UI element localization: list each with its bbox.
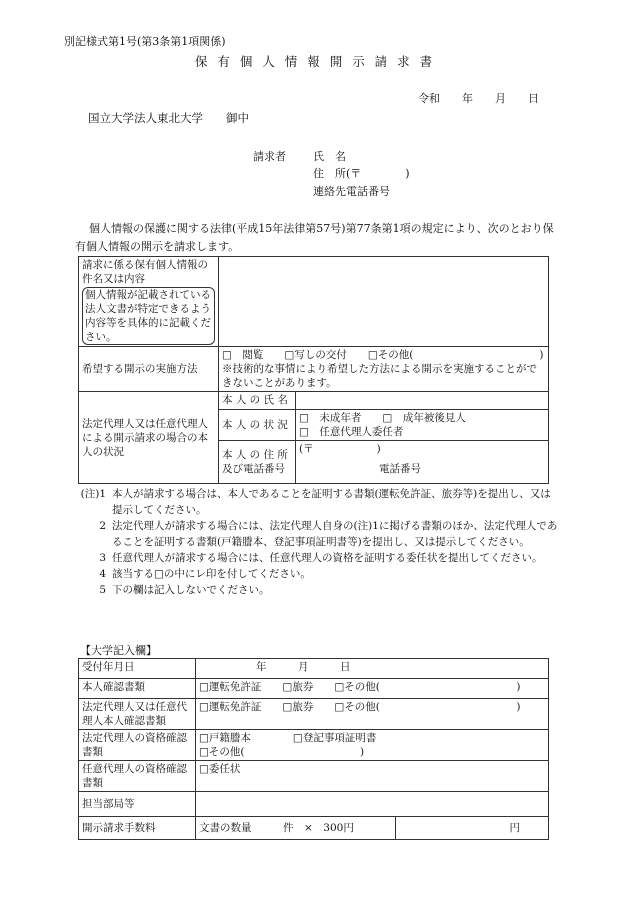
agent-identity-label: 法定代理人又は任意代理人本人確認書類 <box>79 699 196 730</box>
phone-label[interactable]: 電話番号 <box>379 463 421 475</box>
requester-phone-field[interactable]: 連絡先電話番号 <box>313 185 390 198</box>
legal-agent-docs-label: 法定代理人の資格確認書類 <box>79 730 196 761</box>
form-number: 別記様式第1号(第3条第1項関係) <box>64 35 226 48</box>
voluntary-agent-docs-row <box>79 761 549 792</box>
requester-name-field[interactable]: 氏 名 <box>313 150 346 163</box>
principal-name-label: 本 人 の 氏 名 <box>219 392 296 410</box>
identity-docs-options[interactable]: □運転免許証 □旅券 □その他( ) <box>196 679 549 699</box>
method-row <box>79 347 549 392</box>
info-label: 請求に係る保有個人情報の件名又は内容 <box>82 259 208 285</box>
requester-label: 請求者 <box>253 150 286 163</box>
document-title: 保 有 個 人 情 報 開 示 請 求 書 <box>194 54 436 69</box>
method-note: ※技術的な事情により希望した方法による開示を実施することができないことがあります。 <box>222 363 537 389</box>
status-option-1[interactable]: □ 未成年者 □ 成年被後見人 <box>299 412 466 424</box>
info-input-cell[interactable] <box>219 257 549 347</box>
department-cell[interactable] <box>196 792 549 817</box>
agent-identity-row <box>79 699 549 730</box>
principal-name-row <box>79 392 549 410</box>
note-4: 4 該当する□の中にレ印を付してください。 <box>99 568 311 580</box>
method-label: 希望する開示の実施方法 <box>79 347 219 392</box>
agent-identity-options[interactable]: □運転免許証 □旅券 □その他( ) <box>196 699 549 730</box>
fee-label: 開示請求手数料 <box>79 817 196 840</box>
method-options[interactable]: □ 閲覧 □写しの交付 □その他( ) <box>222 349 544 361</box>
voluntary-agent-docs-option[interactable]: □委任状 <box>196 761 549 792</box>
agent-label: 法定代理人又は任意代理人による開示請求の場合の本人の状況 <box>79 392 219 484</box>
fee-calc[interactable]: 文書の数量 件 × 300円 <box>196 817 396 840</box>
principal-address-label: 本 人 の 住 所 及び電話番号 <box>219 441 296 484</box>
receipt-date-row <box>79 659 549 679</box>
status-option-2[interactable]: □ 任意代理人委任者 <box>299 426 404 438</box>
university-section-title: 【大学記入欄】 <box>80 644 157 657</box>
department-row <box>79 792 549 817</box>
receipt-date-value[interactable]: 年 月 日 <box>196 659 549 679</box>
note-3: 3 任意代理人が請求する場合には、任意代理人の資格を証明する委任状を提出してください。 <box>99 552 543 564</box>
identity-docs-row <box>79 679 549 699</box>
fee-row <box>79 817 549 840</box>
university-table <box>78 658 549 840</box>
request-table <box>78 256 549 484</box>
addressee: 国立大学法人東北大学 御中 <box>88 111 249 125</box>
intro-paragraph: 個人情報の保護に関する法律(平成15年法律第57号)第77条第1項の規定により、次のとおり保有個人情報の開示を請求します。 <box>75 222 554 253</box>
date-field[interactable]: 令和 年 月 日 <box>418 92 539 105</box>
requester-address-field[interactable]: 住 所(〒 ) <box>313 167 410 180</box>
principal-status-label: 本 人 の 状 況 <box>219 410 296 441</box>
legal-agent-docs-option-1[interactable]: □戸籍謄本 □登記事項証明書 <box>199 732 377 744</box>
department-label: 担当部局等 <box>79 792 196 817</box>
legal-agent-docs-row <box>79 730 549 761</box>
info-row <box>79 257 549 347</box>
voluntary-agent-docs-label: 任意代理人の資格確認書類 <box>79 761 196 792</box>
note-2: 2 法定代理人が請求する場合には、法定代理人自身の(注)1に掲げる書類のほか、法定代理人であることを証明する書類(戸籍謄本、登記事項証明書等)を提出し、又は提示してください。 <box>99 520 558 548</box>
legal-agent-docs-option-2[interactable]: □その他( ) <box>199 746 365 758</box>
identity-docs-label: 本人確認書類 <box>79 679 196 699</box>
notes <box>78 486 558 598</box>
fee-unit[interactable]: 円 <box>396 817 549 840</box>
postal-field[interactable]: (〒 ) <box>299 443 381 455</box>
note-1: (注)1 本人が請求する場合は、本人であることを証明する書類(運転免許証、旅券等)を提出し、又は提示してください。 <box>80 488 551 516</box>
receipt-date-label: 受付年月日 <box>79 659 196 679</box>
principal-name-cell[interactable] <box>296 392 549 410</box>
info-note: 個人情報が記載されている法人文書が特定できるよう内容等を具体的に記載ください。 <box>82 287 215 345</box>
note-5: 5 下の欄は記入しないでください。 <box>99 584 270 596</box>
